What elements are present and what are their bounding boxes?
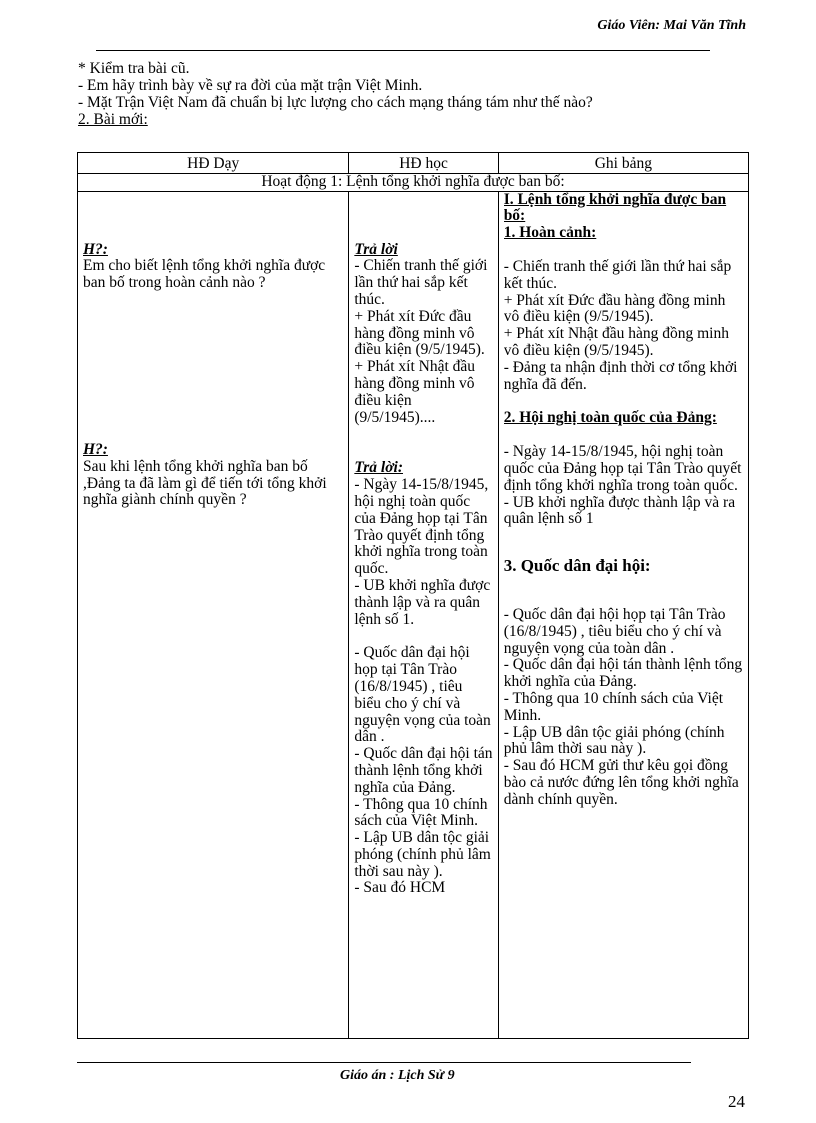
answer3-line: - Quốc dân đại hội họp tại Tân Trào (16/8/1945) , tiêu biểu cho ý chí và nguyện vọng của toàn dân . xyxy=(354,644,491,746)
activity-title: Hoạt động 1: Lệnh tổng khởi nghĩa được ban bố: xyxy=(78,173,749,191)
answer3-line: - Thông qua 10 chính sách của Việt Minh. xyxy=(354,795,488,830)
answer3-line: - Quốc dân đại hội tán thành lệnh tổng khởi nghĩa của Đảng. xyxy=(354,745,493,796)
answer1-line: + Phát xít Nhật đầu hàng đồng minh vô điều kiện (9/5/1945).... xyxy=(354,358,476,426)
section-main-title: I. Lệnh tổng khởi nghĩa được ban bố: xyxy=(503,191,727,225)
answer1-line: + Phát xít Đức đầu hàng đồng minh vô điều kiện (9/5/1945). xyxy=(354,307,485,359)
answer2-line: - Ngày 14-15/8/1945, hội nghị toàn quốc của Đảng họp tại Tân Trào quyết định tổng khởi nghĩa trong toàn quốc. xyxy=(354,476,489,578)
question1-text: Em cho biết lệnh tổng khởi nghĩa được ban bố trong hoàn cảnh nào ? xyxy=(83,257,326,292)
intro-section xyxy=(78,60,758,128)
table-header-row xyxy=(78,153,749,174)
answer2-label: Trả lời: xyxy=(354,459,403,477)
activity-row xyxy=(78,173,749,191)
section1-line: + Phát xít Nhật đầu hàng đồng minh vô điều kiện (9/5/1945). xyxy=(503,325,729,359)
header-teacher: Giáo Viên: Mai Văn Tĩnh xyxy=(597,18,746,33)
answer1-line: - Chiến tranh thế giới lần thứ hai sắp kết thúc. xyxy=(354,257,488,308)
answer2-line: - UB khởi nghĩa được thành lập và ra quân lệnh số 1. xyxy=(354,576,491,628)
answer3-line: - Lập UB dân tộc giải phóng (chính phủ lâm thời sau này ). xyxy=(354,829,491,880)
answer1-label: Trả lời xyxy=(354,240,398,258)
intro-line-question1: - Em hãy trình bày về sự ra đời của mặt trận Việt Minh. xyxy=(78,77,423,94)
content-row xyxy=(78,191,749,1038)
section1-line: - Đảng ta nhận định thời cơ tổng khởi nghĩa đã đến. xyxy=(503,358,738,393)
teaching-cell xyxy=(78,191,349,1038)
board-notes-cell xyxy=(498,191,748,1038)
section1-title: 1. Hoàn cảnh: xyxy=(503,224,597,242)
section3-line: - Sau đó HCM gửi thư kêu gọi đồng bào cả nước đứng lên tổng khởi nghĩa dành chính quyền. xyxy=(503,757,739,808)
header-divider xyxy=(96,50,710,51)
section3-line: - Quốc dân đại hội tán thành lệnh tổng khởi nghĩa của Đảng. xyxy=(503,656,743,691)
intro-line-new-lesson: 2. Bài mới: xyxy=(78,111,148,128)
answer3-line: - Sau đó HCM xyxy=(354,879,446,897)
header-learning: HĐ học xyxy=(349,153,498,174)
lesson-table xyxy=(77,152,749,1039)
section2-line: - UB khởi nghĩa được thành lập và ra quân lệnh số 1 xyxy=(503,493,736,528)
intro-line-review: * Kiểm tra bài cũ. xyxy=(78,60,190,77)
footer-divider xyxy=(77,1062,691,1063)
section3-line: - Thông qua 10 chính sách của Việt Minh. xyxy=(503,689,724,724)
question2-label: H?: xyxy=(83,440,108,458)
section3-line: - Quốc dân đại hội họp tại Tân Trào (16/8/1945) , tiêu biểu cho ý chí và nguyện vọng của toàn dân . xyxy=(503,605,726,657)
learning-cell xyxy=(349,191,498,1038)
intro-line-question2: - Mặt Trận Việt Nam đã chuẩn bị lực lượng cho cách mạng tháng tám như thế nào? xyxy=(78,94,593,111)
header-board-notes: Ghi bảng xyxy=(498,153,748,174)
section3-line: - Lập UB dân tộc giải phóng (chính phủ lâm thời sau này ). xyxy=(503,723,725,758)
question1-label: H?: xyxy=(83,240,108,258)
page-number: 24 xyxy=(728,1092,745,1111)
section2-title: 2. Hội nghị toàn quốc của Đảng: xyxy=(503,409,717,427)
footer-text: Giáo án : Lịch Sử 9 xyxy=(340,1068,455,1083)
question2-text: Sau khi lệnh tổng khởi nghĩa ban bố ,Đảng ta đã làm gì để tiến tới tổng khởi nghĩa giành chính quyền ? xyxy=(83,457,327,509)
section1-line: + Phát xít Đức đầu hàng đồng minh vô điều kiện (9/5/1945). xyxy=(503,291,726,326)
section3-title: 3. Quốc dân đại hội: xyxy=(503,556,651,576)
section1-line: - Chiến tranh thế giới lần thứ hai sắp kết thúc. xyxy=(503,257,732,292)
section2-line: - Ngày 14-15/8/1945, hội nghị toàn quốc của Đảng họp tại Tân Trào quyết định tổng khởi nghĩa trong toàn quốc. xyxy=(503,443,742,494)
header-teaching: HĐ Dạy xyxy=(78,153,349,174)
